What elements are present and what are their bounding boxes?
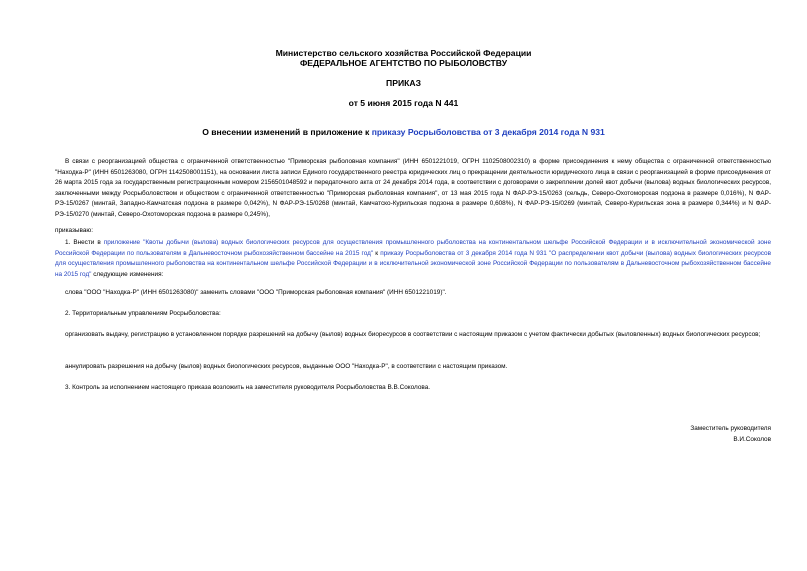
subject-prefix: О внесении изменений в приложение к xyxy=(202,127,372,137)
annul-paragraph: аннулировать разрешения на добычу (вылов) водных биологических ресурсов, выданные ООО "Находка-Р", в соответствии с настоящим приказом. xyxy=(65,363,508,370)
item-1-prefix: 1. Внести в xyxy=(65,239,104,246)
order-931-link[interactable]: приказу Росрыболовства от 3 декабря 2014 года N 931 "О распределении квот добычи (вылова) водных биологических ресурсов для осуществления промышленного рыболовства на континентальном шельфе Российской Федерации и в исключительной экономической зоне Российской Федерации по пользователям в Дальневосточном рыбохозяйственном бассейне на 2015 год" xyxy=(55,249,771,278)
signatory-name: В.И.Соколов xyxy=(733,436,771,443)
item-1-paragraph xyxy=(55,238,771,280)
ordering-word: приказываю: xyxy=(55,227,93,234)
order-date-number: от 5 июня 2015 года N 441 xyxy=(348,98,459,108)
intro-paragraph: В связи с реорганизацией общества с ограниченной ответственностью "Приморская рыболовная компания" (ИНН 6501221019, ОГРН 1102508002310) в форме присоединения к нему общества с ограниченной ответственностью "Находка-Р" (ИНН 6501263080, ОГРН 1142508001151), на основании листа записи Единого государственного реестра юридических лиц о прекращении деятельности юридического лица в связи с реорганизацией в форме присоединения от 26 марта 2015 года за государственным регистрационным номером 2156501048592 и передаточного акта от 24 декабря 2014 года, в соответствии с договорами о закреплении долей квот добычи (вылова) водных биологических ресурсов, заключенными между Росрыболовством и обществом с ограниченной ответственностью "Приморская рыболовная компания", от 13 мая 2015 года N ФАР-РЭ-15/0263 (сельдь, Северо-Охотоморская подзона в размере 0,016%), N ФАР-РЭ-15/0267 (минтай, Западно-Камчатская подзона в размере 0,042%), N ФАР-РЭ-15/0268 (минтай, Камчатско-Курильская подзона в размере 0,608%), N ФАР-РЭ-15/0269 (минтай, Северо-Курильская зона в размере 0,344%) и N ФАР-РЭ-15/0270 (минтай, Северо-Охотоморская подзона в размере 0,245%), xyxy=(55,158,771,218)
appendix-link[interactable]: приложение "Квоты добычи (вылова) водных биологических ресурсов для осуществления промышленного рыболовства на континентальном шельфе Российской Федерации и в исключительной экономической зоне Российской Федерации по пользователям в Дальневосточном рыбохозяйственном бассейне на 2015 год" xyxy=(55,239,772,257)
document-type: ПРИКАЗ xyxy=(386,78,421,88)
subject-order-link[interactable]: приказу Росрыболовства от 3 декабря 2014 года N 931 xyxy=(371,127,605,137)
document-subject xyxy=(0,127,807,137)
signatory-title: Заместитель руководителя xyxy=(690,425,771,432)
agency-heading: ФЕДЕРАЛЬНОЕ АГЕНТСТВО ПО РЫБОЛОВСТВУ xyxy=(299,58,508,68)
item-3-paragraph: 3. Контроль за исполнением настоящего приказа возложить на заместителя руководителя Росрыболовства В.В.Соколова. xyxy=(65,384,431,391)
item-1-suffix: следующие изменения: xyxy=(91,270,164,278)
item-1-mid: к xyxy=(373,249,381,257)
item-2-paragraph: 2. Территориальным управлениям Росрыболовства: xyxy=(65,310,221,317)
words-replacement-paragraph: слова "ООО "Находка-Р" (ИНН 6501263080)" заменить словами "ООО "Приморская рыболовная компания" (ИНН 6501221019)". xyxy=(65,289,447,296)
organize-paragraph: организовать выдачу, регистрацию в установленном порядке разрешений на добычу (вылов) водных биоресурсов в соответствии с настоящим приказом с учетом фактически добытых (выловленных) водных биологических ресурсов; xyxy=(65,331,761,338)
ministry-heading: Министерство сельского хозяйства Российской Федерации xyxy=(275,48,532,58)
